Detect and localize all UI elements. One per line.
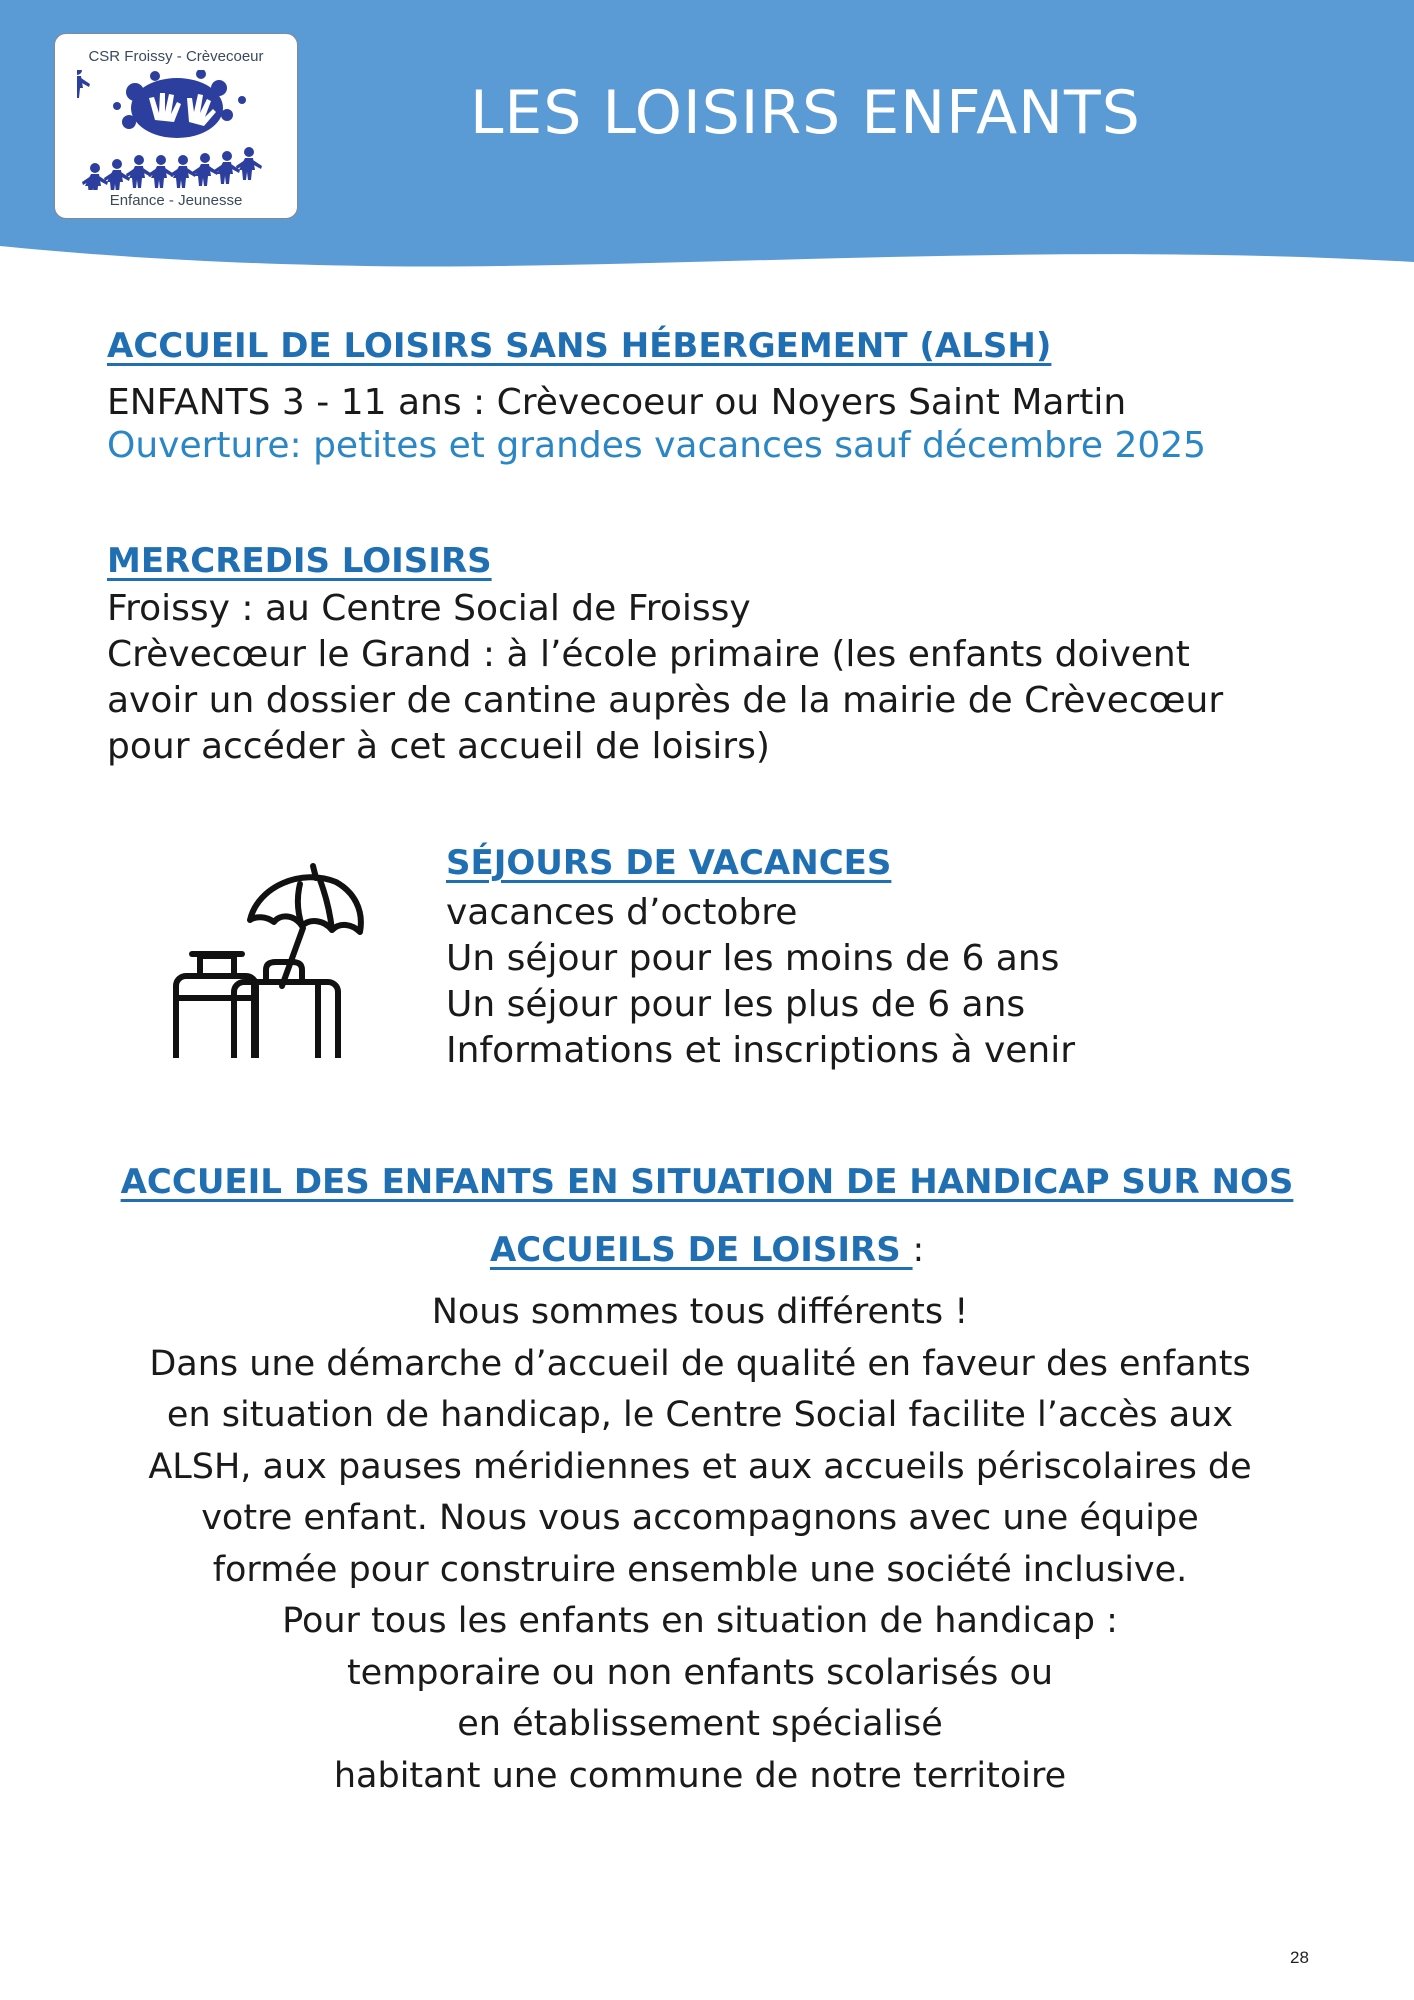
handicap-line: Pour tous les enfants en situation de handicap : [282,1601,1118,1641]
mercredis-line: Crèvecœur le Grand : à l’école primaire (les enfants doivent [107,634,1190,675]
handicap-heading-line2 [0,1216,1414,1284]
handicap-line: Dans une démarche d’accueil de qualité en faveur des enfants [149,1343,1251,1384]
handicap-line: temporaire ou non enfants scolarisés ou [346,1652,1054,1693]
sejours-line: Informations et inscriptions à venir [446,1030,1076,1071]
alsh-heading: ACCUEIL DE LOISIRS SANS HÉBERGEMENT (ALSH) [107,326,1052,366]
sejours-line: vacances d’octobre [446,892,798,933]
mercredis-heading: MERCREDIS LOISIRS [107,541,492,581]
alsh-ages-line: ENFANTS 3 - 11 ans : Crèvecoeur ou Noyers Saint Martin [107,382,1127,423]
handicap-heading-colon: : [912,1230,925,1270]
alsh-opening-line: Ouverture: petites et grandes vacances sauf décembre 2025 [107,425,1207,466]
logo-bottom-text: Enfance - Jeunesse [109,192,243,209]
handicap-line: en situation de handicap, le Centre Social facilite l’accès aux [166,1395,1234,1435]
handicap-line: votre enfant. Nous vous accompagnons avec une équipe [201,1498,1199,1538]
logo-hands-icon [77,70,277,190]
page-title: LES LOISIRS ENFANTS [470,78,1141,148]
handicap-heading-text: ACCUEILS DE LOISIRS [489,1230,913,1270]
logo [54,33,298,219]
mercredis-line: avoir un dossier de cantine auprès de la mairie de Crèvecœur [107,680,1224,721]
handicap-line: formée pour construire ensemble une société inclusive. [212,1549,1188,1590]
mercredis-line: Froissy : au Centre Social de Froissy [107,588,751,629]
sejours-line: Un séjour pour les plus de 6 ans [446,984,1026,1025]
mercredis-line: pour accéder à cet accueil de loisirs) [107,726,770,767]
luggage-umbrella-icon [170,858,370,1058]
handicap-body [100,1287,1300,1802]
handicap-heading-line1 [0,1148,1414,1216]
handicap-line: en établissement spécialisé [457,1704,943,1744]
sejours-heading: SÉJOURS DE VACANCES [446,843,892,883]
handicap-heading-text: ACCUEIL DES ENFANTS EN SITUATION DE HANDICAP SUR NOS [120,1162,1294,1202]
handicap-line: habitant une commune de notre territoire [333,1755,1067,1796]
handicap-line: ALSH, aux pauses méridiennes et aux accueils périscolaires de [148,1446,1252,1487]
sejours-line: Un séjour pour les moins de 6 ans [446,938,1060,979]
page-number: 28 [1290,1948,1309,1967]
handicap-line: Nous sommes tous différents ! [431,1292,969,1332]
logo-top-text: CSR Froissy - Crèvecoeur [88,48,264,65]
